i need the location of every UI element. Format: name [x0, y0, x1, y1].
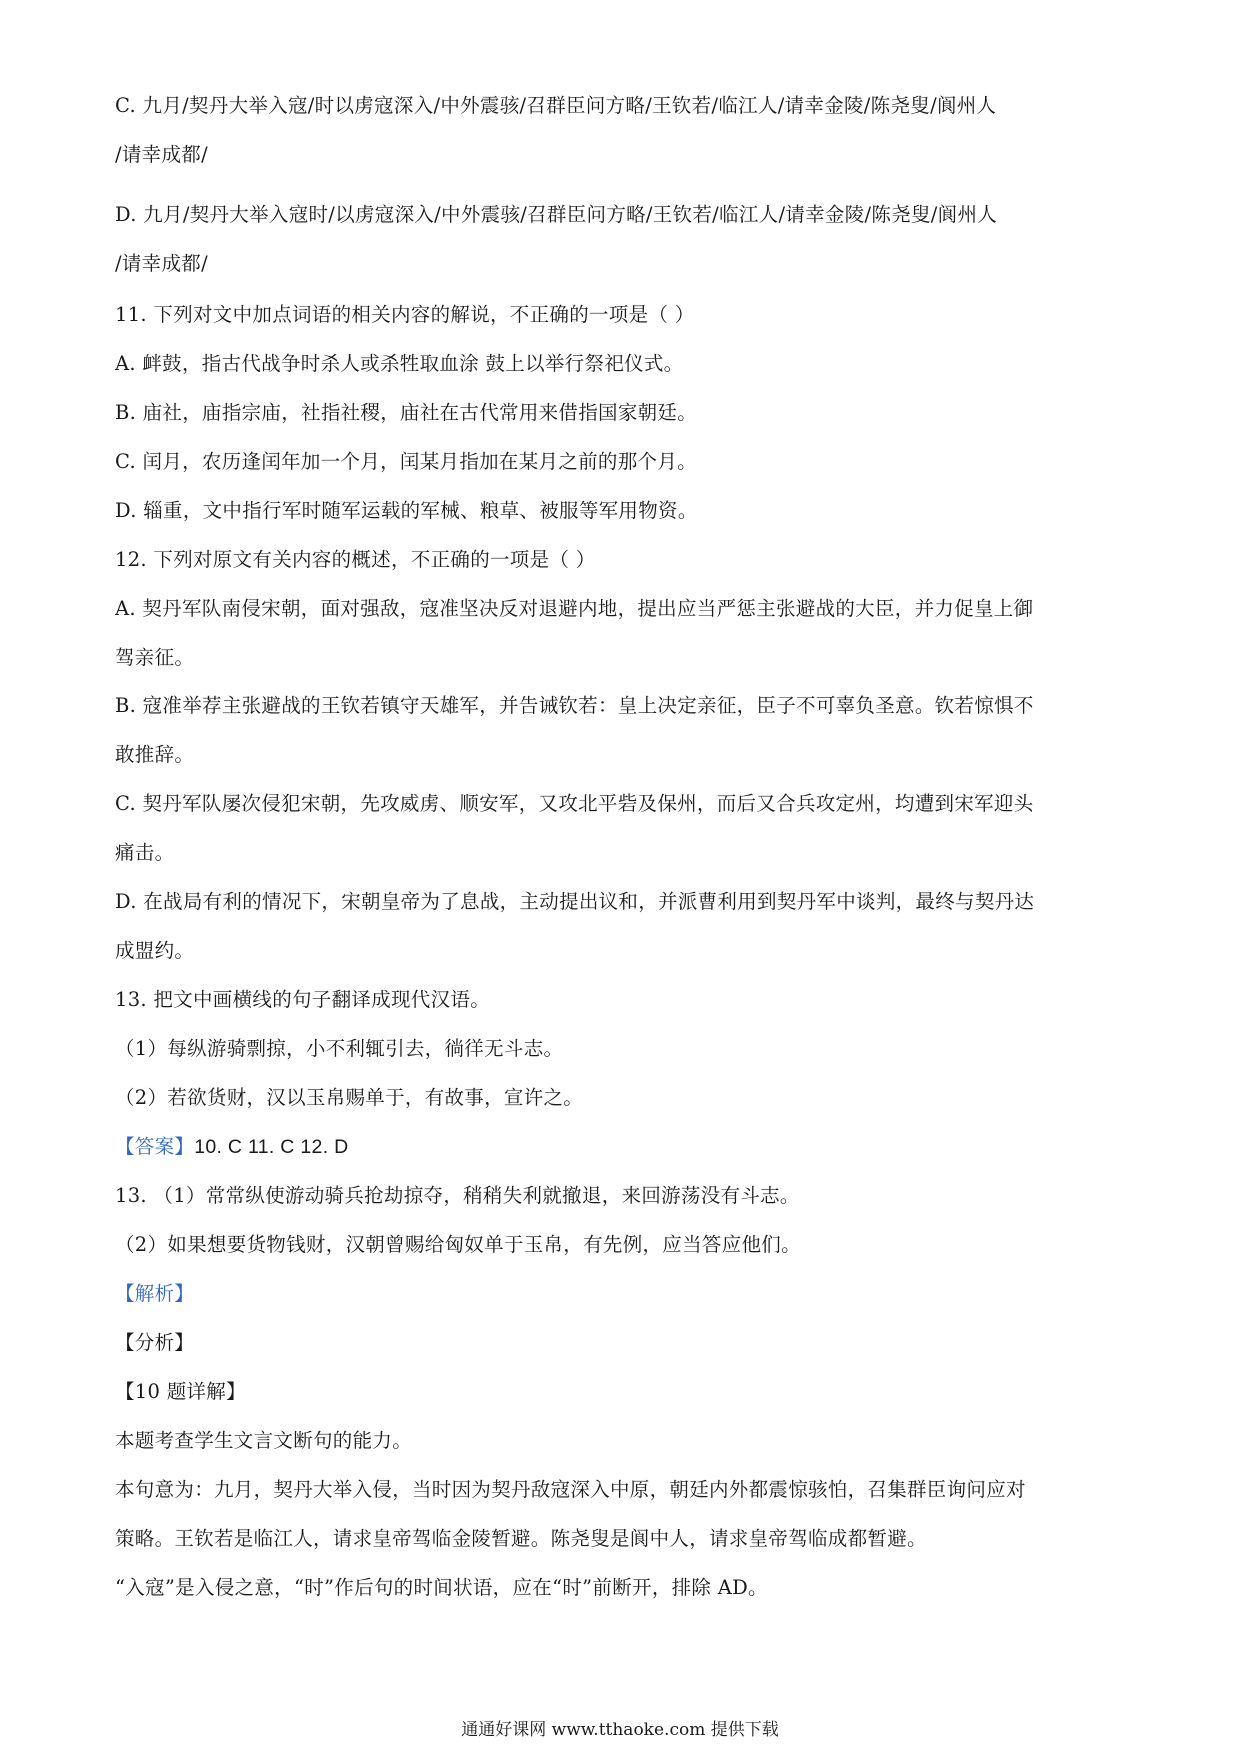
answer-values: 10. C 11. C 12. D	[194, 1136, 349, 1158]
q10-option-d-line1: D. 九月/契丹大举入寇时/以虏寇深入/中外震骇/召群臣问方略/王钦若/临江人/请幸金陵/陈尧叟/阆州人	[115, 203, 998, 226]
q13-stem: 13. 把文中画横线的句子翻译成现代汉语。	[115, 988, 491, 1011]
q12-stem: 12. 下列对原文有关内容的概述，不正确的一项是（ ）	[115, 548, 596, 571]
q10-detail-heading: 【10 题详解】	[115, 1380, 246, 1403]
fenxi-heading: 【分析】	[115, 1331, 195, 1354]
q12-option-d-line2: 成盟约。	[115, 939, 195, 962]
q11-option-b: B. 庙社，庙指宗庙，社指社稷，庙社在古代常用来借指国家朝廷。	[115, 401, 698, 424]
analysis-p3: “入寇”是入侵之意，“时”作后句的时间状语，应在“时”前断开，排除 AD。	[115, 1576, 768, 1599]
q13-sentence-1: （1）每纵游骑剽掠，小不利辄引去，徜徉无斗志。	[115, 1037, 564, 1060]
answer-q13-2: （2）如果想要货物钱财，汉朝曾赐给匈奴单于玉帛，有先例，应当答应他们。	[115, 1233, 801, 1256]
q11-option-c: C. 闰月，农历逢闰年加一个月，闰某月指加在某月之前的那个月。	[115, 450, 697, 473]
q13-sentence-2: （2）若欲货财，汉以玉帛赐单于，有故事，宣许之。	[115, 1086, 584, 1109]
analysis-p2-line1: 本句意为：九月，契丹大举入侵，当时因为契丹敌寇深入中原，朝廷内外都震惊骇怕，召集群臣询问应对	[115, 1478, 1026, 1501]
answer-q13-1: 13. （1）常常纵使游动骑兵抢劫掠夺，稍稍失利就撤退，来回游荡没有斗志。	[115, 1184, 800, 1207]
q10-option-c-line2: /请幸成都/	[115, 143, 208, 166]
q11-stem: 11. 下列对文中加点词语的相关内容的解说，不正确的一项是（ ）	[115, 303, 695, 326]
q12-option-c-line1: C. 契丹军队屡次侵犯宋朝，先攻威虏、顺安军，又攻北平砦及保州，而后又合兵攻定州，均遭到宋军迎头	[115, 792, 1034, 815]
q11-option-d: D. 辎重，文中指行军时随军运载的军械、粮草、被服等军用物资。	[115, 499, 698, 522]
answer-tag: 【答案】	[115, 1135, 195, 1158]
q11-option-a: A. 衅鼓，指古代战争时杀人或杀牲取血涂 鼓上以举行祭祀仪式。	[115, 352, 684, 375]
q10-option-c-line1: C. 九月/契丹大举入寇/时以虏寇深入/中外震骇/召群臣问方略/王钦若/临江人/请幸金陵/陈尧叟/阆州人	[115, 94, 997, 117]
q12-option-a-line2: 驾亲征。	[115, 646, 195, 669]
analysis-heading: 【解析】	[115, 1282, 195, 1305]
footer-source: 通通好课网 www.tthaoke.com 提供下载	[461, 1720, 779, 1740]
analysis-p1: 本题考查学生文言文断句的能力。	[115, 1429, 413, 1452]
q10-option-d-line2: /请幸成都/	[115, 252, 208, 275]
q12-option-d-line1: D. 在战局有利的情况下，宋朝皇帝为了息战，主动提出议和，并派曹利用到契丹军中谈判，最终与契丹达	[115, 890, 1035, 913]
q12-option-b-line2: 敢推辞。	[115, 743, 195, 766]
q12-option-c-line2: 痛击。	[115, 841, 175, 864]
answer-line	[115, 1132, 1135, 1162]
q12-option-b-line1: B. 寇准举荐主张避战的王钦若镇守天雄军，并告诫钦若：皇上决定亲征，臣子不可辜负圣意。钦若惊惧不	[115, 694, 1034, 717]
q12-option-a-line1: A. 契丹军队南侵宋朝，面对强敌，寇准坚决反对退避内地，提出应当严惩主张避战的大臣，并力促皇上御	[115, 597, 1034, 620]
analysis-p2-line2: 策略。王钦若是临江人，请求皇帝驾临金陵暂避。陈尧叟是阆中人，请求皇帝驾临成都暂避。	[115, 1527, 927, 1550]
